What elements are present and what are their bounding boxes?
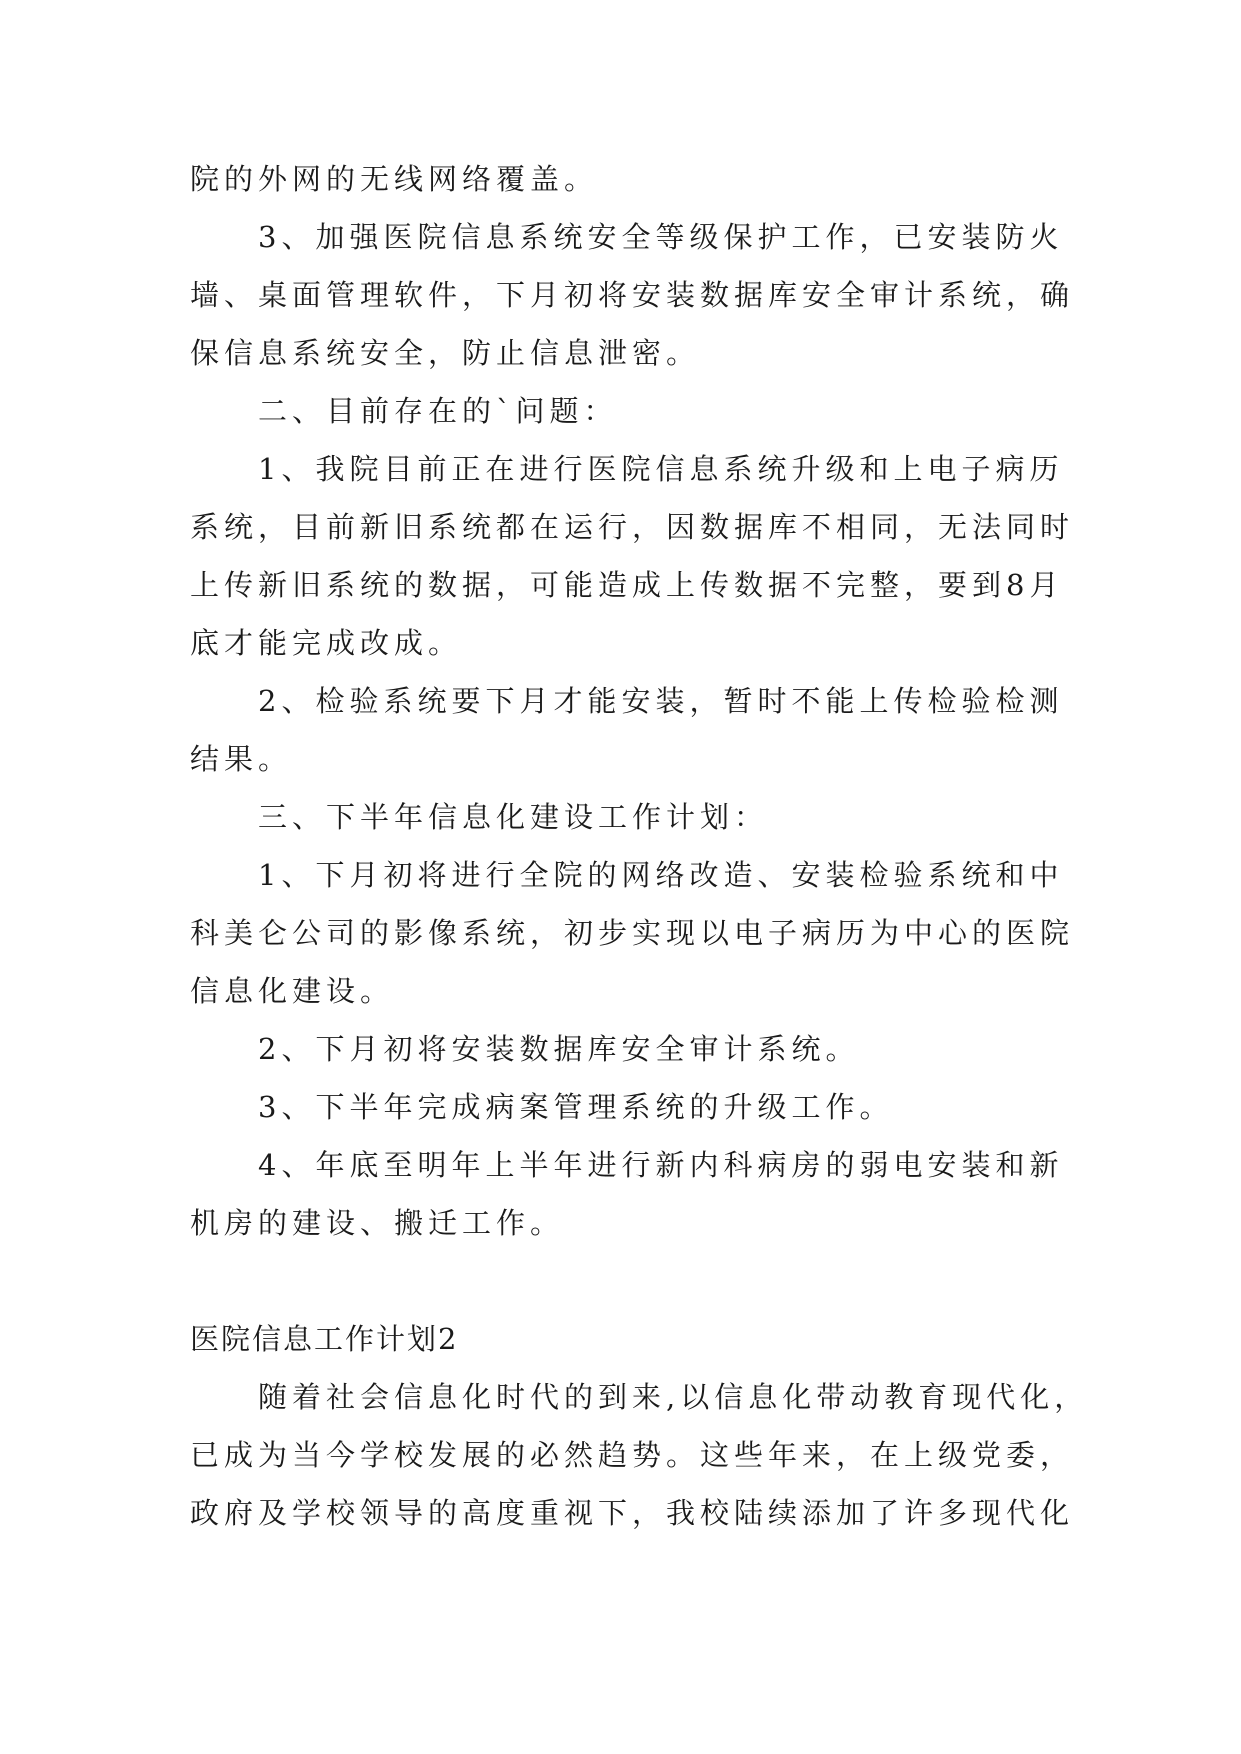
text-line: 3、下半年完成病案管理系统的升级工作。: [258, 1090, 894, 1124]
text-line: 1、我院目前正在进行医院信息系统升级和上电子病历: [258, 452, 1064, 486]
section-heading: 三、下半年信息化建设工作计划：: [258, 800, 769, 834]
text-line: 底才能完成改成。: [190, 626, 463, 660]
text-line: 系统，目前新旧系统都在运行，因数据库不相同，无法同时: [190, 510, 1075, 544]
text-line: 保信息系统安全，防止信息泄密。: [190, 336, 701, 370]
text-line: 2、检验系统要下月才能安装，暂时不能上传检验检测: [258, 684, 1064, 718]
text-line: 科美仑公司的影像系统，初步实现以电子病历为中心的医院: [190, 916, 1075, 950]
document-body: [190, 150, 1089, 1542]
text-line: 随着社会信息化时代的到来,以信息化带动教育现代化，: [258, 1380, 1089, 1414]
paragraph-gap: [190, 1252, 1050, 1310]
text-line: 2、下月初将安装数据库安全审计系统。: [258, 1032, 860, 1066]
text-line: 已成为当今学校发展的必然趋势。这些年来，在上级党委，: [190, 1438, 1075, 1472]
document-heading: 医院信息工作计划2: [190, 1322, 459, 1356]
text-line: 信息化建设。: [190, 974, 395, 1008]
text-line: 3、加强医院信息系统安全等级保护工作，已安装防火: [258, 220, 1064, 254]
text-line: 1、下月初将进行全院的网络改造、安装检验系统和中: [258, 858, 1064, 892]
text-line: 上传新旧系统的数据，可能造成上传数据不完整，要到8月: [190, 568, 1064, 602]
text-line: 院的外网的无线网络覆盖。: [190, 162, 599, 196]
text-line: 政府及学校领导的高度重视下，我校陆续添加了许多现代化: [190, 1496, 1075, 1530]
text-line: 机房的建设、搬迁工作。: [190, 1206, 565, 1240]
section-heading: 二、目前存在的`问题：: [258, 394, 618, 428]
text-line: 4、年底至明年上半年进行新内科病房的弱电安装和新: [258, 1148, 1064, 1182]
text-line: 墙、桌面管理软件，下月初将安装数据库安全审计系统，确: [190, 278, 1075, 312]
text-line: 结果。: [190, 742, 293, 776]
